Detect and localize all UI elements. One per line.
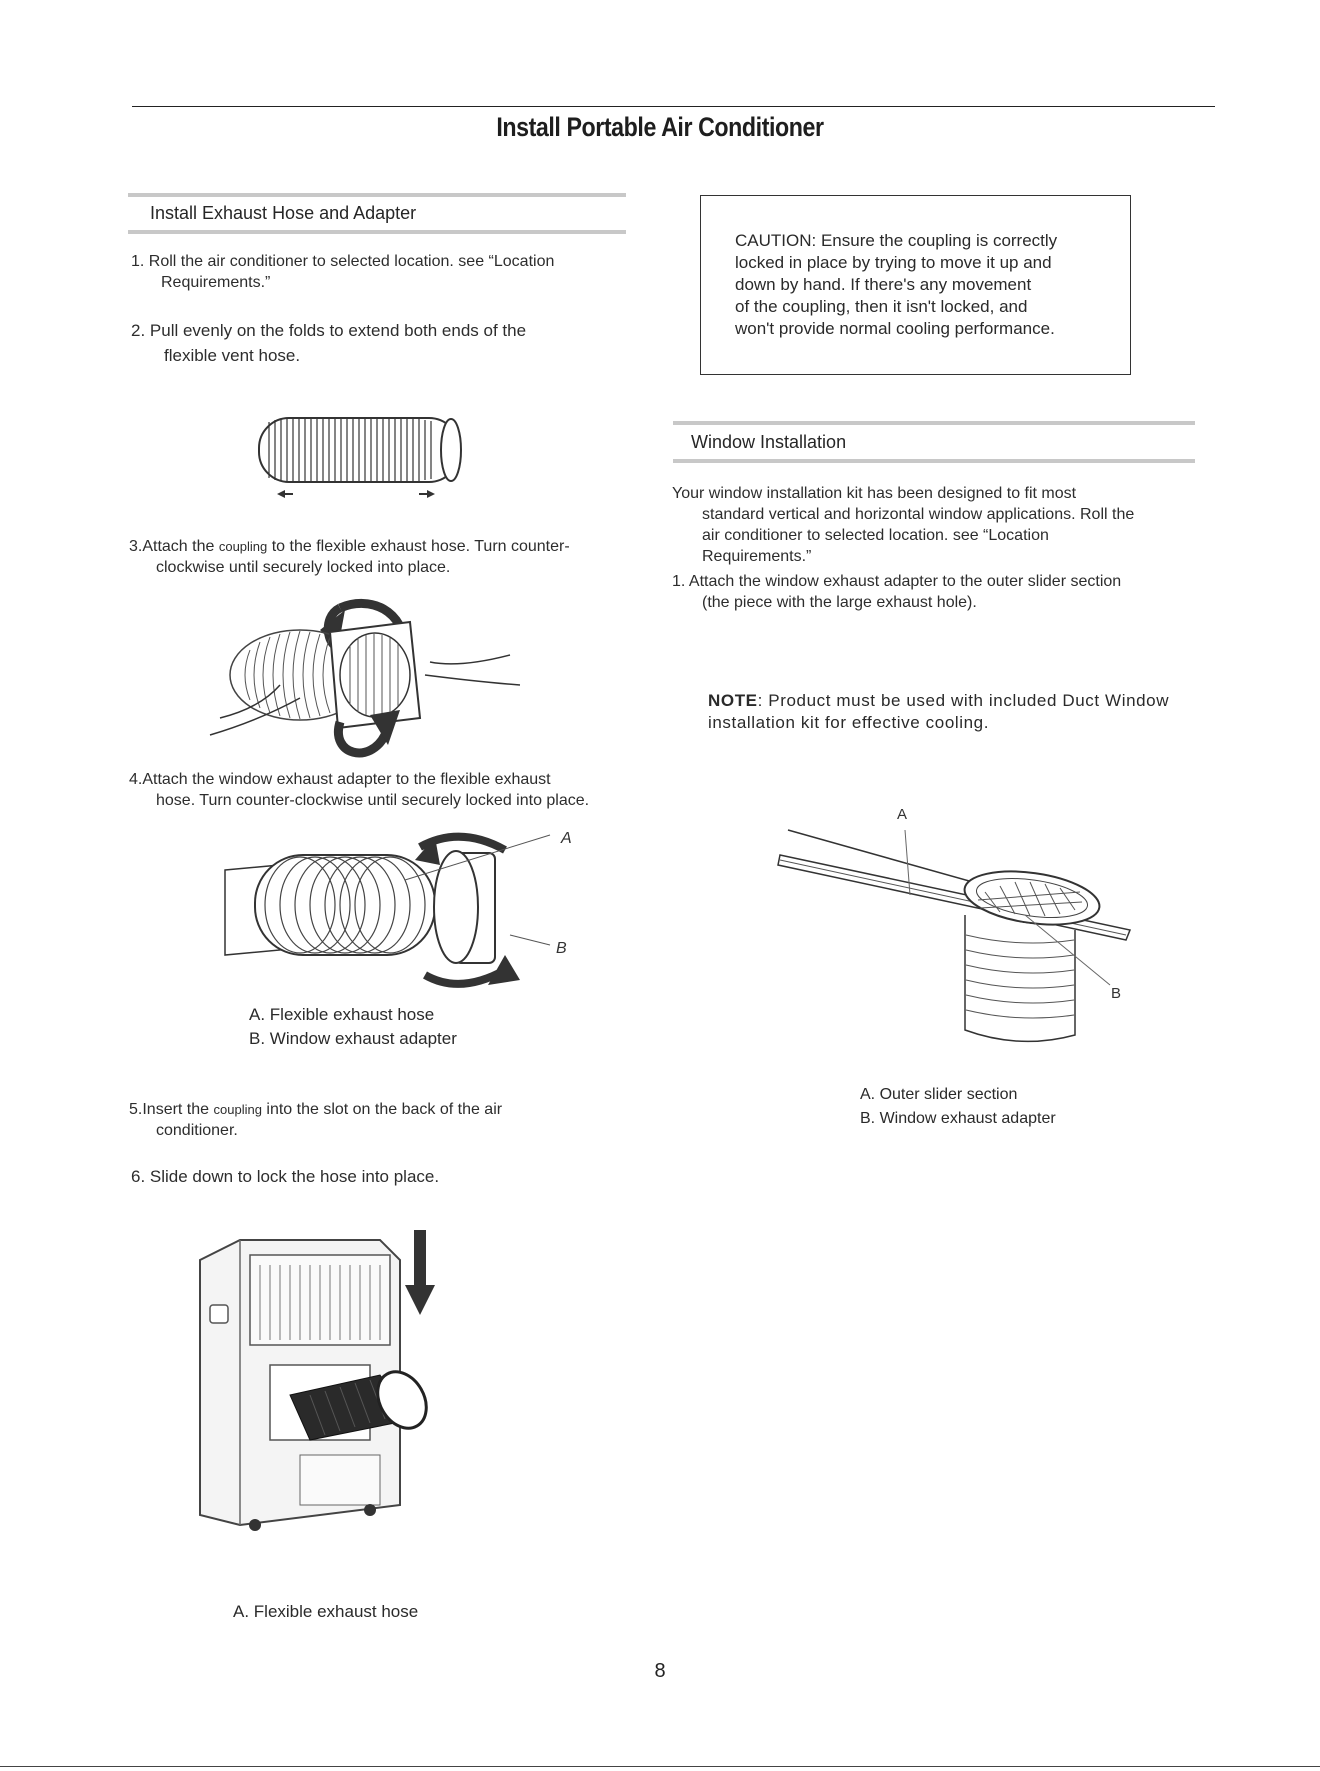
page-title: Install Portable Air Conditioner: [496, 112, 824, 142]
caution-line1: CAUTION: Ensure the coupling is correctly: [735, 231, 1058, 250]
caution-line5: won't provide normal cooling performance.: [735, 319, 1055, 338]
window-intro: [672, 483, 1202, 567]
slider-label-a: A: [897, 806, 908, 823]
step-5: [129, 1099, 669, 1141]
step-1-line1: 1. Roll the air conditioner to selected location. see “Location: [131, 253, 555, 270]
step-6: 6. Slide down to lock the hose into place.: [131, 1167, 440, 1186]
step-1-line2: Requirements.”: [161, 274, 271, 291]
step-2-line1: 2. Pull evenly on the folds to extend both ends of the: [131, 321, 527, 340]
slider-adapter-illustration: [770, 820, 1150, 1060]
coupling-illustration: [220, 590, 560, 765]
step-2-line2: flexible vent hose.: [164, 346, 301, 365]
caution-text: [735, 230, 1115, 340]
fig6-caption: A. Flexible exhaust hose: [233, 1602, 419, 1621]
window-section-bar-top: [673, 421, 1195, 425]
window-section-bar-bottom: [673, 459, 1195, 463]
note-label: NOTE: [708, 691, 758, 710]
window-step-1-line1: 1. Attach the window exhaust adapter to the outer slider section: [672, 573, 1122, 590]
section-bar-top: [128, 193, 626, 197]
fig4-label-b: B: [556, 940, 567, 957]
slider-label-b: B: [1111, 985, 1122, 1002]
slider-caption-b: B. Window exhaust adapter: [860, 1110, 1056, 1127]
slider-caption-a: A. Outer slider section: [860, 1086, 1018, 1103]
note-line2: installation kit for effective cooling.: [708, 713, 990, 732]
top-rule: [132, 106, 1215, 107]
step-3-line1: [129, 536, 669, 557]
page-number: 8: [654, 1660, 666, 1682]
step-5-suffix: into the slot on the back of the air: [261, 1101, 503, 1118]
step-3-suffix: to the flexible exhaust hose. Turn counter-: [267, 538, 570, 555]
step-3: [129, 536, 669, 578]
step-3-prefix: 3.Attach the: [129, 538, 219, 555]
step-4-line1: 4.Attach the window exhaust adapter to the flexible exhaust: [129, 771, 551, 788]
caution-line2: locked in place by trying to move it up and: [735, 253, 1052, 272]
window-step-1: [672, 571, 1202, 613]
window-intro-line3: air conditioner to selected location. see “Location: [702, 527, 1049, 544]
note-line1: [708, 690, 1228, 712]
step-5-coupling: coupling: [213, 1102, 262, 1117]
fig4-label-a: A: [561, 830, 572, 847]
air-conditioner-unit-illustration: [180, 1225, 540, 1555]
step-1: [131, 251, 651, 293]
note: [708, 690, 1228, 734]
window-intro-line1: Your window installation kit has been designed to fit most: [672, 485, 1077, 502]
step-5-line2: conditioner.: [156, 1122, 238, 1139]
step-5-prefix: 5.Insert the: [129, 1101, 214, 1118]
window-step-1-line2: (the piece with the large exhaust hole).: [702, 594, 977, 611]
step-4: [129, 769, 669, 811]
section-title-window: Window Installation: [691, 432, 847, 452]
window-intro-line2: standard vertical and horizontal window applications. Roll the: [702, 506, 1135, 523]
note-line1-text: : Product must be used with included Duct Window: [757, 691, 1170, 710]
bottom-rule: [0, 1766, 1320, 1767]
fig4-caption-b: B. Window exhaust adapter: [249, 1029, 457, 1048]
step-4-line2: hose. Turn counter-clockwise until securely locked into place.: [156, 792, 590, 809]
caution-line4: of the coupling, then it isn't locked, and: [735, 297, 1028, 316]
step-5-line1: [129, 1099, 669, 1120]
step-3-line2: clockwise until securely locked into place.: [156, 559, 451, 576]
hose-extend-illustration: [255, 412, 475, 512]
step-2: [131, 318, 651, 368]
step-3-coupling: coupling: [218, 539, 268, 554]
caution-line3: down by hand. If there's any movement: [735, 275, 1032, 294]
section-title-exhaust: Install Exhaust Hose and Adapter: [150, 203, 417, 223]
fig4-caption-a: A. Flexible exhaust hose: [249, 1005, 435, 1024]
window-intro-line4: Requirements.”: [702, 548, 812, 565]
adapter-hose-illustration: [220, 835, 580, 1010]
section-bar-bottom: [128, 230, 626, 234]
